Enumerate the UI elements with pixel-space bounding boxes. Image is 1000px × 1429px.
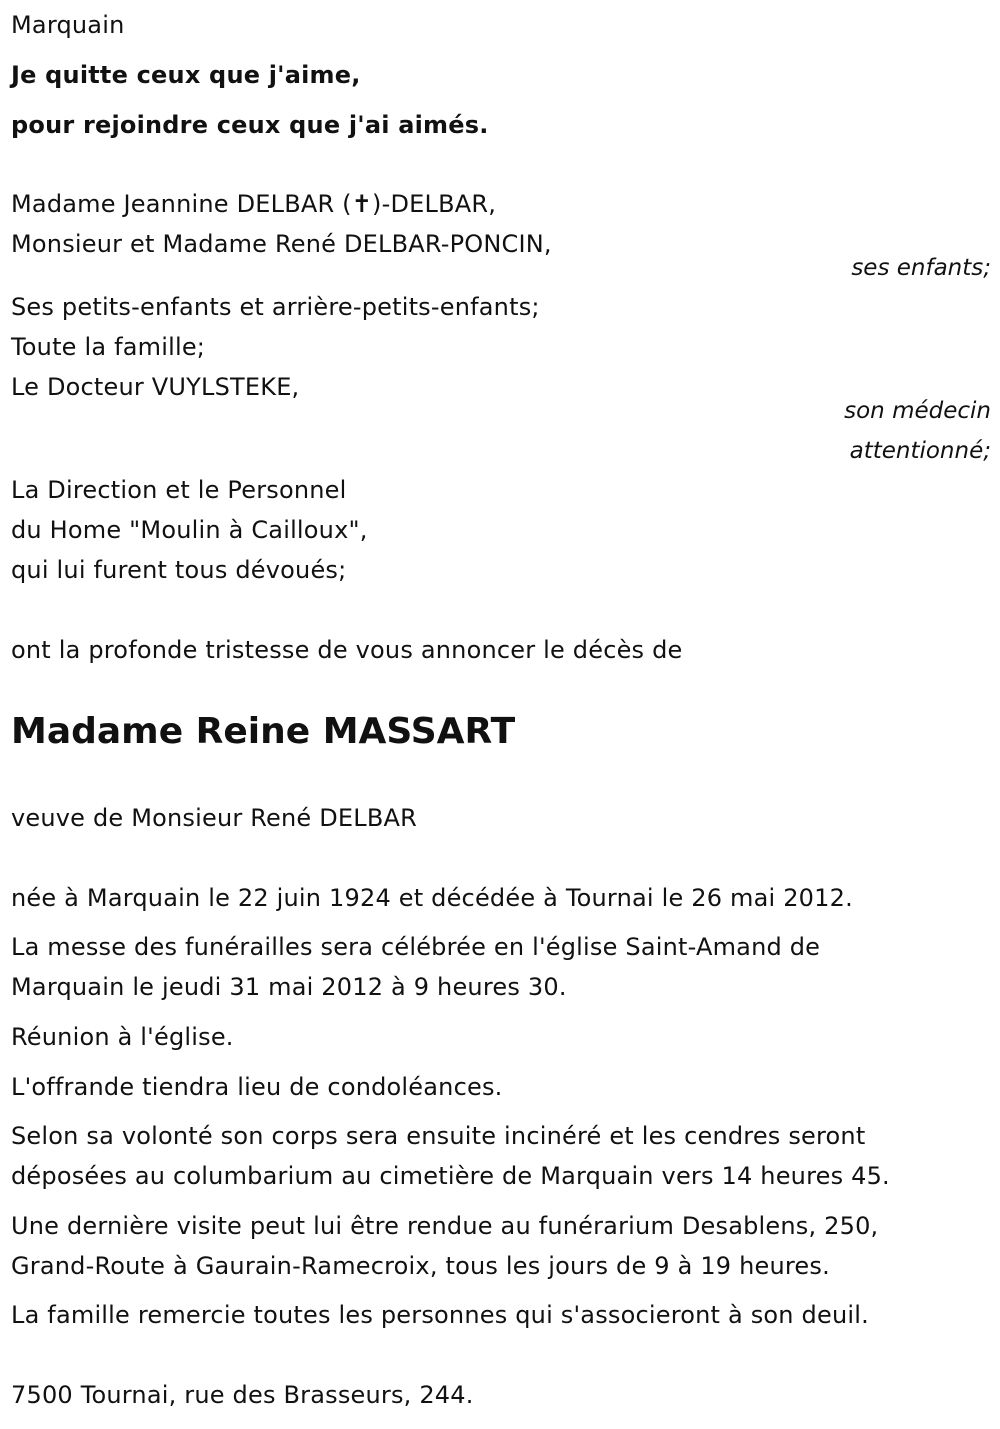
visit-line-2: Grand-Route à Gaurain-Ramecroix, tous les jours de 9 à 19 heures. (11, 1252, 830, 1280)
offering: L'offrande tiendra lieu de condoléances. (11, 1073, 503, 1101)
thanks: La famille remercie toutes les personnes qui s'associeront à son deuil. (11, 1301, 869, 1329)
family-child-2: Monsieur et Madame René DELBAR-PONCIN, (11, 230, 552, 258)
place-heading: Marquain (11, 11, 125, 39)
staff-line-2: du Home "Moulin à Cailloux", (11, 516, 368, 544)
quote-line-1: Je quitte ceux que j'aime, (11, 61, 361, 89)
doctor-role-line-2: attentionné; (849, 438, 991, 464)
staff-line-3: qui lui furent tous dévoués; (11, 556, 347, 584)
staff-line-1: La Direction et le Personnel (11, 476, 347, 504)
family-child-1: Madame Jeannine DELBAR (✝)-DELBAR, (11, 190, 497, 218)
announcement: ont la profonde tristesse de vous annoncer le décès de (11, 636, 683, 664)
mass-line-2: Marquain le jeudi 31 mai 2012 à 9 heures 30. (11, 973, 567, 1001)
mass-line-1: La messe des funérailles sera célébrée en l'église Saint-Amand de (11, 933, 821, 961)
address: 7500 Tournai, rue des Brasseurs, 244. (11, 1381, 474, 1409)
quote-line-2: pour rejoindre ceux que j'ai aimés. (11, 111, 489, 139)
doctor-role-line-1: son médecin (844, 398, 991, 424)
widow-of: veuve de Monsieur René DELBAR (11, 804, 417, 832)
whole-family: Toute la famille; (11, 333, 206, 361)
children-role: ses enfants; (851, 255, 991, 281)
deceased-name: Madame Reine MASSART (11, 711, 516, 752)
doctor: Le Docteur VUYLSTEKE, (11, 373, 300, 401)
cremation-line-1: Selon sa volonté son corps sera ensuite incinéré et les cendres seront (11, 1122, 866, 1150)
grandchildren: Ses petits-enfants et arrière-petits-enfants; (11, 293, 540, 321)
cremation-line-2: déposées au columbarium au cimetière de Marquain vers 14 heures 45. (11, 1162, 890, 1190)
birth-death: née à Marquain le 22 juin 1924 et décédée à Tournai le 26 mai 2012. (11, 884, 853, 912)
visit-line-1: Une dernière visite peut lui être rendue au funérarium Desablens, 250, (11, 1212, 879, 1240)
meeting: Réunion à l'église. (11, 1023, 234, 1051)
